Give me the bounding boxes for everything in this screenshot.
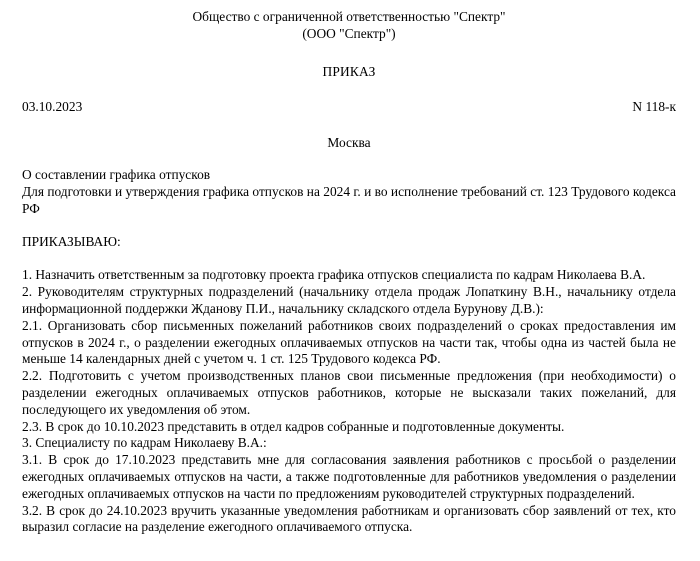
order-subject: О составлении графика отпусков bbox=[22, 167, 211, 182]
order-item-2-2: 2.2. Подготовить с учетом производственных планов свои письменные предложения (при необходимости) о разделении ежегодных оплачиваемых отпусков работников, которые не высказали таких пожеланий, для последующего их уведомления об этом. bbox=[22, 368, 676, 417]
order-items bbox=[22, 267, 676, 536]
order-directive-word: ПРИКАЗЫВАЮ: bbox=[22, 234, 121, 250]
order-item-2-3: 2.3. В срок до 10.10.2023 представить в отдел кадров собранные и подготовленные документы. bbox=[22, 418, 565, 434]
order-item-3-2: 3.2. В срок до 24.10.2023 вручить указанные уведомления работникам и организовать сбор заявлений от тех, кто выразил согласие на разделение ежегодного оплачиваемого отпуска. bbox=[22, 502, 676, 535]
order-item-3-1: 3.1. В срок до 17.10.2023 представить мне для согласования заявления работников с просьбой о разделении ежегодных оплачиваемых отпусков на части, а также подготовленные для работников уведомления о разделении ежегодных оплачиваемых отпусков на части по предложениям руководителей структурных подразделений. bbox=[22, 452, 676, 501]
order-item-1: 1. Назначить ответственным за подготовку проекта графика отпусков специалиста по кадрам Николаева В.А. bbox=[22, 267, 646, 283]
order-item-2: 2. Руководителям структурных подразделений (начальнику отдела продаж Лопаткину В.Н., начальнику отдела информационной поддержки Жданову П.И., начальнику складского отдела Бурунову Д.В.): bbox=[22, 284, 676, 316]
order-number: N 118-к bbox=[632, 99, 676, 114]
order-document bbox=[22, 8, 676, 536]
city: Москва bbox=[327, 135, 371, 150]
document-title: ПРИКАЗ bbox=[322, 64, 376, 79]
order-preamble: Для подготовки и утверждения графика отпусков на 2024 г. и во исполнение требований ст. 123 Трудового кодекса РФ bbox=[22, 183, 676, 216]
order-item-2-1: 2.1. Организовать сбор письменных пожеланий работников своих подразделений о сроках предоставления им отпусков в 2024 г., о разделении ежегодных оплачиваемых отпусков на части так, чтобы одна из частей была не меньше 14 календарных дней с учетом ч. 1 ст. 125 Трудового кодекса РФ. bbox=[22, 317, 676, 367]
organization-name: Общество с ограниченной ответственностью "Спектр" bbox=[192, 9, 506, 24]
date-number-row bbox=[22, 98, 676, 115]
order-date: 03.10.2023 bbox=[22, 99, 83, 114]
order-item-3: 3. Специалисту по кадрам Николаеву В.А.: bbox=[22, 435, 267, 451]
organization-short-name: (ООО "Спектр") bbox=[302, 26, 396, 41]
